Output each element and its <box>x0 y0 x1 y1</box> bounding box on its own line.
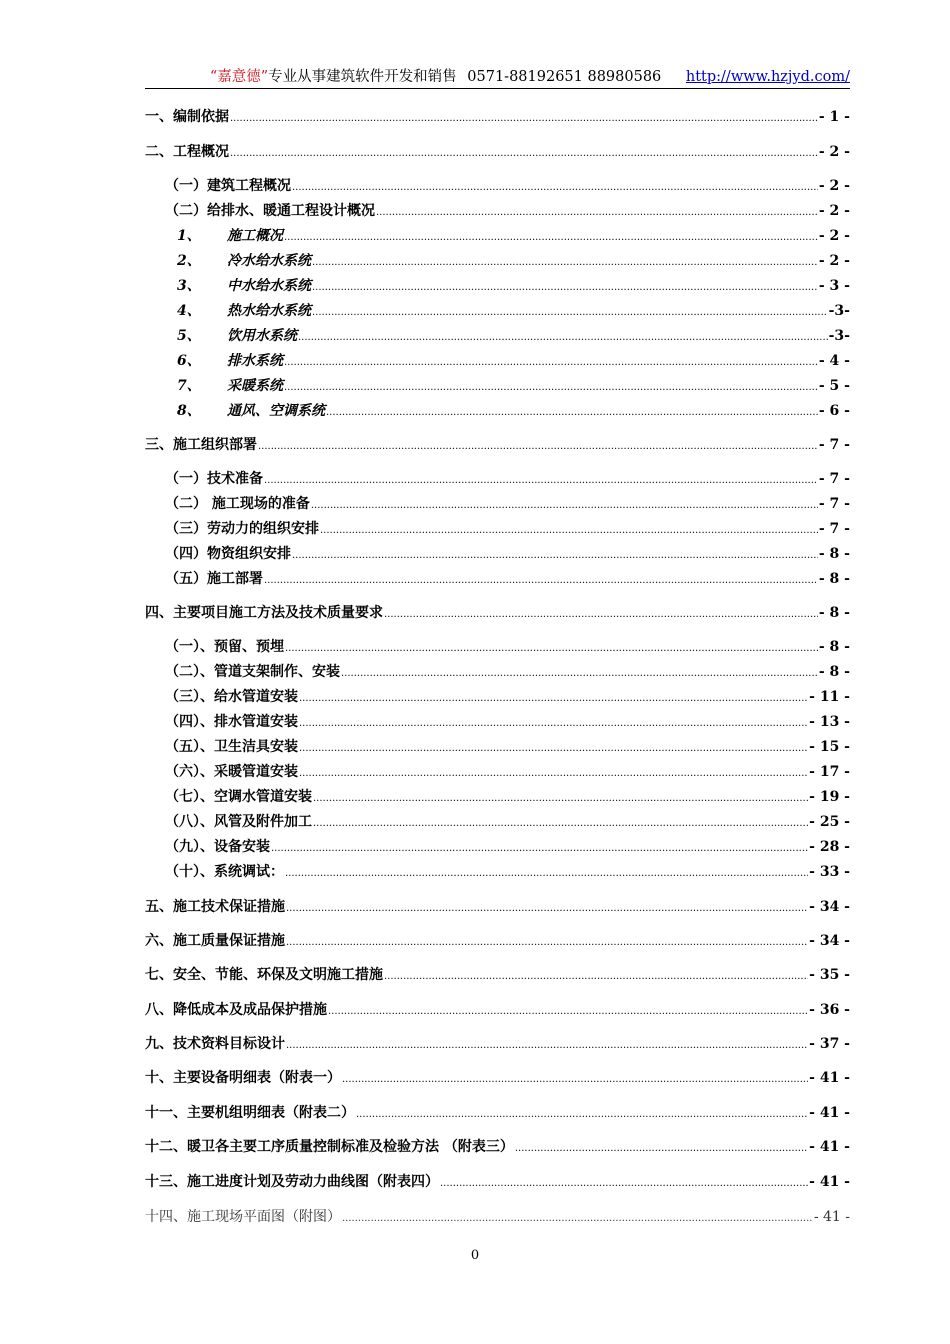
toc-page: - 4 - <box>818 353 850 369</box>
toc-leader <box>264 568 818 592</box>
toc-page: - 41 - <box>813 1209 850 1225</box>
toc-page: - 11 - <box>809 689 850 705</box>
toc-page: - 37 - <box>809 1036 850 1052</box>
toc-entry[interactable] <box>145 930 850 952</box>
toc-entry[interactable] <box>145 1171 850 1193</box>
toc-entry[interactable] <box>145 568 850 590</box>
toc-title: 四、主要项目施工方法及技术质量要求 <box>145 605 383 621</box>
toc-entry[interactable] <box>145 1102 850 1124</box>
toc-entry[interactable] <box>145 225 850 247</box>
toc-title: （二） 施工现场的准备 <box>165 496 310 512</box>
toc-entry[interactable] <box>145 999 850 1021</box>
toc-entry[interactable] <box>145 375 850 397</box>
toc-entry[interactable] <box>145 896 850 918</box>
toc-page: - 8 - <box>818 546 850 562</box>
toc-title: 十、主要设备明细表（附表一） <box>145 1070 341 1086</box>
toc-title: 十一、主要机组明细表（附表二） <box>145 1105 355 1121</box>
toc-page: - 34 - <box>809 933 850 949</box>
toc-leader <box>384 602 818 626</box>
toc-entry[interactable] <box>145 836 850 858</box>
toc-entry[interactable] <box>145 1206 850 1228</box>
toc-title: （九）、设备安装 <box>165 839 270 855</box>
toc-page: - 5 - <box>818 378 850 394</box>
header-url-link[interactable]: http://www.hzjyd.com/ <box>685 69 850 85</box>
toc-title: 通风、空调系统 <box>227 403 325 419</box>
toc-page: - 8 - <box>818 605 850 621</box>
toc-title: 采暖系统 <box>227 378 283 394</box>
toc-page: - 7 - <box>818 496 850 512</box>
toc-page: - 13 - <box>809 714 850 730</box>
toc-page: - 8 - <box>818 571 850 587</box>
toc-page: - 7 - <box>818 521 850 537</box>
toc-page: -3- <box>828 303 850 319</box>
toc-leader <box>313 811 808 835</box>
toc-number: 5、 <box>177 328 201 344</box>
toc-title: 一、编制依据 <box>145 109 229 125</box>
toc-leader <box>230 106 818 130</box>
toc-leader <box>286 930 808 954</box>
toc-entry[interactable] <box>145 300 850 322</box>
toc-page: - 2 - <box>818 253 850 269</box>
toc-entry[interactable] <box>145 761 850 783</box>
toc-page: - 41 - <box>809 1174 850 1190</box>
toc-entry[interactable] <box>145 736 850 758</box>
toc-number: 2、 <box>177 253 201 269</box>
toc-leader <box>356 1102 808 1126</box>
toc-title: （四）、排水管道安装 <box>165 714 298 730</box>
toc-title: 冷水给水系统 <box>227 253 311 269</box>
toc-title: （二）、管道支架制作、安装 <box>165 664 340 680</box>
toc-leader <box>328 999 808 1023</box>
toc-entry[interactable] <box>145 1136 850 1158</box>
toc-page: - 28 - <box>809 839 850 855</box>
toc-leader <box>286 896 808 920</box>
toc-page: - 2 - <box>818 203 850 219</box>
toc-leader <box>298 325 828 349</box>
toc-page: - 8 - <box>818 664 850 680</box>
toc-leader <box>299 686 808 710</box>
toc-title: 九、技术资料目标设计 <box>145 1036 285 1052</box>
toc-entry[interactable] <box>145 468 850 490</box>
toc-page: - 41 - <box>809 1105 850 1121</box>
toc-leader <box>313 786 808 810</box>
toc-title: 施工概况 <box>227 228 283 244</box>
toc-title: （一）技术准备 <box>165 471 263 487</box>
toc-page: - 36 - <box>809 1002 850 1018</box>
toc-leader <box>285 636 818 660</box>
toc-title: 排水系统 <box>227 353 283 369</box>
toc-title: （一）、预留、预埋 <box>165 639 284 655</box>
toc-entry[interactable] <box>145 106 850 128</box>
toc-title: 饮用水系统 <box>227 328 297 344</box>
toc-entry[interactable] <box>145 636 850 658</box>
toc-entry[interactable] <box>145 518 850 540</box>
toc-leader <box>342 1067 808 1091</box>
toc-entry[interactable] <box>145 141 850 163</box>
toc-leader <box>341 661 818 685</box>
toc-page: - 2 - <box>818 228 850 244</box>
toc-entry[interactable] <box>145 400 850 422</box>
toc-page: - 41 - <box>809 1070 850 1086</box>
toc-page: - 41 - <box>809 1139 850 1155</box>
toc-title: 十四、施工现场平面图（附图） <box>145 1209 341 1225</box>
toc-entry[interactable] <box>145 1033 850 1055</box>
toc-page: - 19 - <box>809 789 850 805</box>
toc-number: 7、 <box>177 378 201 394</box>
toc-entry[interactable] <box>145 711 850 733</box>
toc-title: （八）、风管及附件加工 <box>165 814 312 830</box>
toc-leader <box>230 141 818 165</box>
toc-number: 3、 <box>177 278 201 294</box>
toc-page: - 35 - <box>809 967 850 983</box>
toc-leader <box>264 468 818 492</box>
toc-title: （七）、空调水管道安装 <box>165 789 312 805</box>
toc-number: 6、 <box>177 353 201 369</box>
toc-entry[interactable] <box>145 543 850 565</box>
toc-title: 十三、施工进度计划及劳动力曲线图（附表四） <box>145 1174 439 1190</box>
toc-page: - 2 - <box>818 144 850 160</box>
toc-entry[interactable] <box>145 786 850 808</box>
toc-page: - 6 - <box>818 403 850 419</box>
toc-leader <box>285 861 808 885</box>
toc-number: 1、 <box>177 228 201 244</box>
toc-entry[interactable] <box>145 861 850 883</box>
toc-leader <box>384 964 808 988</box>
toc-entry[interactable] <box>145 661 850 683</box>
toc-page: - 25 - <box>809 814 850 830</box>
toc-leader <box>515 1136 808 1160</box>
toc-leader <box>284 350 818 374</box>
toc-entry[interactable] <box>145 602 850 624</box>
toc-entry[interactable] <box>145 275 850 297</box>
toc-entry[interactable] <box>145 686 850 708</box>
toc-title: （三）、给水管道安装 <box>165 689 298 705</box>
toc-title: （三）劳动力的组织安排 <box>165 521 319 537</box>
toc-leader <box>284 375 818 399</box>
toc-leader <box>299 761 808 785</box>
toc-page: - 15 - <box>809 739 850 755</box>
toc-title: 六、施工质量保证措施 <box>145 933 285 949</box>
toc-entry[interactable] <box>145 200 850 222</box>
toc-page: - 7 - <box>818 437 850 453</box>
toc-leader <box>312 275 818 299</box>
toc-title: （五）施工部署 <box>165 571 263 587</box>
toc-page: - 8 - <box>818 639 850 655</box>
toc-leader <box>286 1033 808 1057</box>
toc-number: 4、 <box>177 303 201 319</box>
toc-title: （四）物资组织安排 <box>165 546 291 562</box>
toc-page: - 33 - <box>809 864 850 880</box>
toc-entry[interactable] <box>145 350 850 372</box>
toc-leader <box>342 1206 813 1230</box>
toc-title: 八、降低成本及成品保护措施 <box>145 1002 327 1018</box>
toc-title: 中水给水系统 <box>227 278 311 294</box>
page-header <box>145 66 850 89</box>
toc-title: （五）、卫生洁具安装 <box>165 739 298 755</box>
toc-title: （十）、系统调试： <box>165 864 284 880</box>
brand-name: “嘉意德” <box>209 69 269 85</box>
toc-leader <box>299 711 808 735</box>
toc-entry[interactable] <box>145 811 850 833</box>
toc-leader <box>258 434 818 458</box>
page-number: 0 <box>470 1248 480 1263</box>
toc-page: - 2 - <box>818 178 850 194</box>
toc-number: 8、 <box>177 403 201 419</box>
toc-leader <box>271 836 808 860</box>
toc-entry[interactable] <box>145 1067 850 1089</box>
toc-title: 热水给水系统 <box>227 303 311 319</box>
toc-entry[interactable] <box>145 493 850 515</box>
toc-leader <box>299 736 808 760</box>
toc-leader <box>440 1171 808 1195</box>
toc-page: - 17 - <box>809 764 850 780</box>
toc-leader <box>292 175 818 199</box>
toc-page: - 34 - <box>809 899 850 915</box>
toc-page: - 7 - <box>818 471 850 487</box>
toc-page: - 1 - <box>818 109 850 125</box>
toc-page: -3- <box>828 328 850 344</box>
toc-entry[interactable] <box>145 250 850 272</box>
toc-entry[interactable] <box>145 964 850 986</box>
toc-entry[interactable] <box>145 434 850 456</box>
toc-leader <box>320 518 818 542</box>
toc-leader <box>312 250 818 274</box>
toc-entry[interactable] <box>145 325 850 347</box>
toc-title: 三、施工组织部署 <box>145 437 257 453</box>
toc-leader <box>292 543 818 567</box>
toc-entry[interactable] <box>145 175 850 197</box>
toc-leader <box>376 200 818 224</box>
toc-title: （六）、采暖管道安装 <box>165 764 298 780</box>
toc-title: 十二、暖卫各主要工序质量控制标准及检验方法 （附表三） <box>145 1139 514 1155</box>
toc-page: - 3 - <box>818 278 850 294</box>
toc-title: 五、施工技术保证措施 <box>145 899 285 915</box>
toc-title: 七、安全、节能、环保及文明施工措施 <box>145 967 383 983</box>
toc-title: 二、工程概况 <box>145 144 229 160</box>
header-phones: 0571-88192651 88980586 <box>467 69 662 85</box>
toc-leader <box>311 493 818 517</box>
header-tagline: 专业从事建筑软件开发和销售 <box>268 69 457 85</box>
toc-title: （一）建筑工程概况 <box>165 178 291 194</box>
toc-leader <box>312 300 828 324</box>
toc-leader <box>284 225 818 249</box>
toc-title: （二）给排水、暖通工程设计概况 <box>165 203 375 219</box>
toc-leader <box>326 400 818 424</box>
